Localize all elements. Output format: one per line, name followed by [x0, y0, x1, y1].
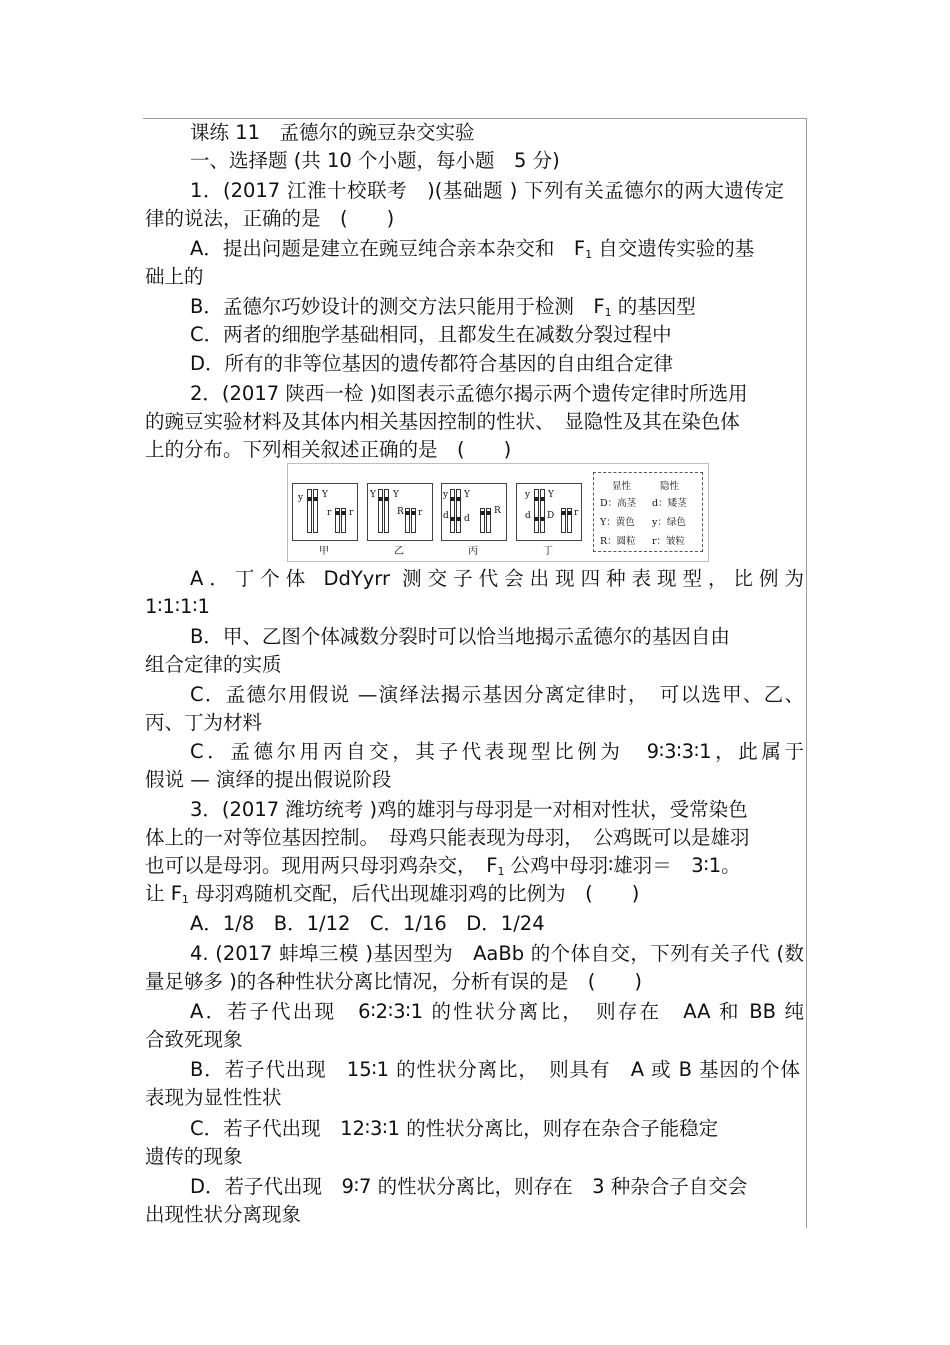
q4-stem-line2: 量足够多 )的各种性状分离比情况，分析有误的是 ( ): [145, 970, 643, 993]
gene-label: r: [327, 508, 332, 518]
chromosome: [534, 489, 539, 533]
q4-stem-line1: 4. (2017 蚌埠三模 )基因型为 AaBb 的个体自交，下列有关子代 (数: [190, 942, 804, 965]
q1-stem-line1: 1．(2017 江淮十校联考 )(基础题 ) 下列有关孟德尔的两大遗传定: [190, 179, 784, 202]
gene-label: Y: [370, 490, 376, 500]
q4-option-c-line2: 遗传的现象: [145, 1145, 243, 1168]
q4-option-a-line2: 合致死现象: [145, 1028, 243, 1051]
q2-option-b-line1: B．甲、乙图个体减数分裂时可以恰当地揭示孟德尔的基因自由: [190, 625, 730, 648]
chromosome: [567, 508, 572, 533]
chromosome: [405, 508, 410, 533]
chromosome: [480, 508, 485, 533]
q3-stem-line4: 让 $F_1$ 母羽鸡随机交配，后代出现雄羽鸡的比例为 ( ): [145, 882, 640, 906]
q2-option-a-line1: A．丁个体 DdYyrr 测交子代会出现四种表现型，比例为: [190, 567, 804, 590]
q2-option-c2-line1: C．孟德尔用丙自交，其子代表现型比例为 9∶3∶3∶1，此属于: [190, 740, 804, 763]
q2-stem-line3: 上的分布。下列相关叙述正确的是 ( ): [145, 438, 512, 461]
chromosome: [307, 489, 312, 533]
gene-label: y: [298, 493, 304, 503]
q2-stem-line1: 2．(2017 陕西一检 )如图表示孟德尔揭示两个遗传定律时所选用: [190, 382, 748, 405]
gene-label: Y: [548, 490, 554, 500]
gene-label: d: [464, 514, 470, 524]
q1-option-c: C．两者的细胞学基础相同，且都发生在减数分裂过程中: [190, 323, 672, 346]
legend-header-recessive: 隐性: [660, 481, 680, 492]
gene-label: d: [525, 511, 531, 521]
q3-stem-line3: 也可以是母羽。现用两只母羽鸡杂交， $F_1$ 公鸡中母羽∶雄羽＝ 3∶1。: [145, 854, 741, 878]
figure-legend: [593, 472, 703, 552]
q1-option-d: D．所有的非等位基因的遗传都符合基因的自由组合定律: [190, 352, 674, 375]
q1-stem-line2: 律的说法，正确的是 ( ): [145, 207, 395, 230]
q1-option-b: B．孟德尔巧妙设计的测交方法只能用于检测 $F_1$ 的基因型: [190, 295, 696, 319]
q1-option-a-line2: 础上的: [145, 265, 204, 288]
q3-stem-line1: 3．(2017 潍坊统考 )鸡的雄羽与母羽是一对相对性状，受常染色: [190, 798, 748, 821]
legend-item: D：高茎: [600, 498, 637, 509]
q2-option-a-line2: 1∶1∶1∶1: [145, 595, 210, 618]
panel-label-bing: 丙: [468, 546, 478, 557]
chromosome: [540, 489, 545, 533]
panel-label-jia: 甲: [319, 546, 329, 557]
q1-option-a-line1: A．提出问题是建立在豌豆纯合亲本杂交和 $F_1$ 自交遗传实验的基: [190, 237, 755, 261]
page-title: 课练 11 孟德尔的豌豆杂交实验: [190, 121, 475, 144]
legend-item: R：圆粒: [600, 536, 636, 547]
gene-label: y: [525, 490, 531, 500]
chromosome: [378, 489, 383, 533]
q4-option-d-line1: D．若子代出现 9∶7 的性状分离比，则存在 3 种杂合子自交会: [190, 1175, 748, 1198]
q4-option-a-line1: A．若子代出现 6∶2∶3∶1 的性状分离比， 则存在 AA 和 BB 纯: [190, 1000, 804, 1023]
gene-label: Y: [464, 490, 470, 500]
panel-label-yi: 乙: [394, 546, 404, 557]
chromosome-figure: [287, 463, 709, 562]
q4-option-c-line1: C．若子代出现 12∶3∶1 的性状分离比，则存在杂合子能稳定: [190, 1117, 719, 1140]
q2-option-c2-line2: 假说 — 演绎的提出假说阶段: [145, 768, 392, 791]
panel-yi: [367, 483, 433, 541]
chromosome: [335, 508, 340, 533]
chromosome: [561, 508, 566, 533]
q4-option-b-line2: 表现为显性性状: [145, 1086, 282, 1109]
page-frame-right: [806, 118, 807, 1228]
gene-label: Y: [393, 490, 399, 500]
gene-label: y: [443, 490, 449, 500]
legend-header-dominant: 显性: [612, 481, 632, 492]
legend-item: Y：黄色: [600, 517, 635, 528]
chromosome: [450, 489, 455, 533]
q2-option-b-line2: 组合定律的实质: [145, 653, 282, 676]
section-heading: 一、选择题 (共 10 个小题，每小题 5 分): [190, 149, 560, 172]
panel-label-ding: 丁: [543, 546, 553, 557]
q2-option-c1-line1: C．孟德尔用假说 —演绎法揭示基因分离定律时， 可以选甲、乙、: [190, 683, 804, 706]
gene-label: R: [397, 507, 404, 517]
gene-label: r: [574, 508, 579, 518]
legend-item: d：矮茎: [652, 498, 687, 509]
legend-item: y：绿色: [652, 517, 686, 528]
gene-label: Y: [322, 490, 328, 500]
q4-option-b-line1: B．若子代出现 15∶1 的性状分离比， 则具有 A 或 B 基因的个体: [190, 1058, 800, 1081]
gene-label: R: [494, 506, 501, 516]
page-frame-top: [143, 118, 807, 119]
gene-label: r: [418, 508, 423, 518]
chromosome: [411, 508, 416, 533]
gene-label: D: [547, 511, 555, 521]
q2-stem-line2: 的豌豆实验材料及其体内相关基因控制的性状、 显隐性及其在染色体: [145, 410, 740, 433]
q3-stem-line2: 体上的一对等位基因控制。 母鸡只能表现为母羽， 公鸡既可以是雄羽: [145, 826, 750, 849]
chromosome: [486, 508, 491, 533]
chromosome: [341, 508, 346, 533]
q2-option-c1-line2: 丙、丁为材料: [145, 711, 263, 734]
gene-label: d: [443, 511, 449, 521]
q4-option-d-line2: 出现性状分离现象: [145, 1203, 302, 1226]
panel-bing: [441, 483, 507, 541]
legend-item: r：皱粒: [652, 536, 686, 547]
panel-jia: [292, 483, 358, 541]
chromosome: [384, 489, 389, 533]
gene-label: r: [349, 508, 354, 518]
chromosome: [313, 489, 318, 533]
chromosome: [456, 489, 461, 533]
q3-options: A．1/8 B．1/12 C．1/16 D．1/24: [190, 912, 545, 935]
panel-ding: [516, 483, 582, 541]
